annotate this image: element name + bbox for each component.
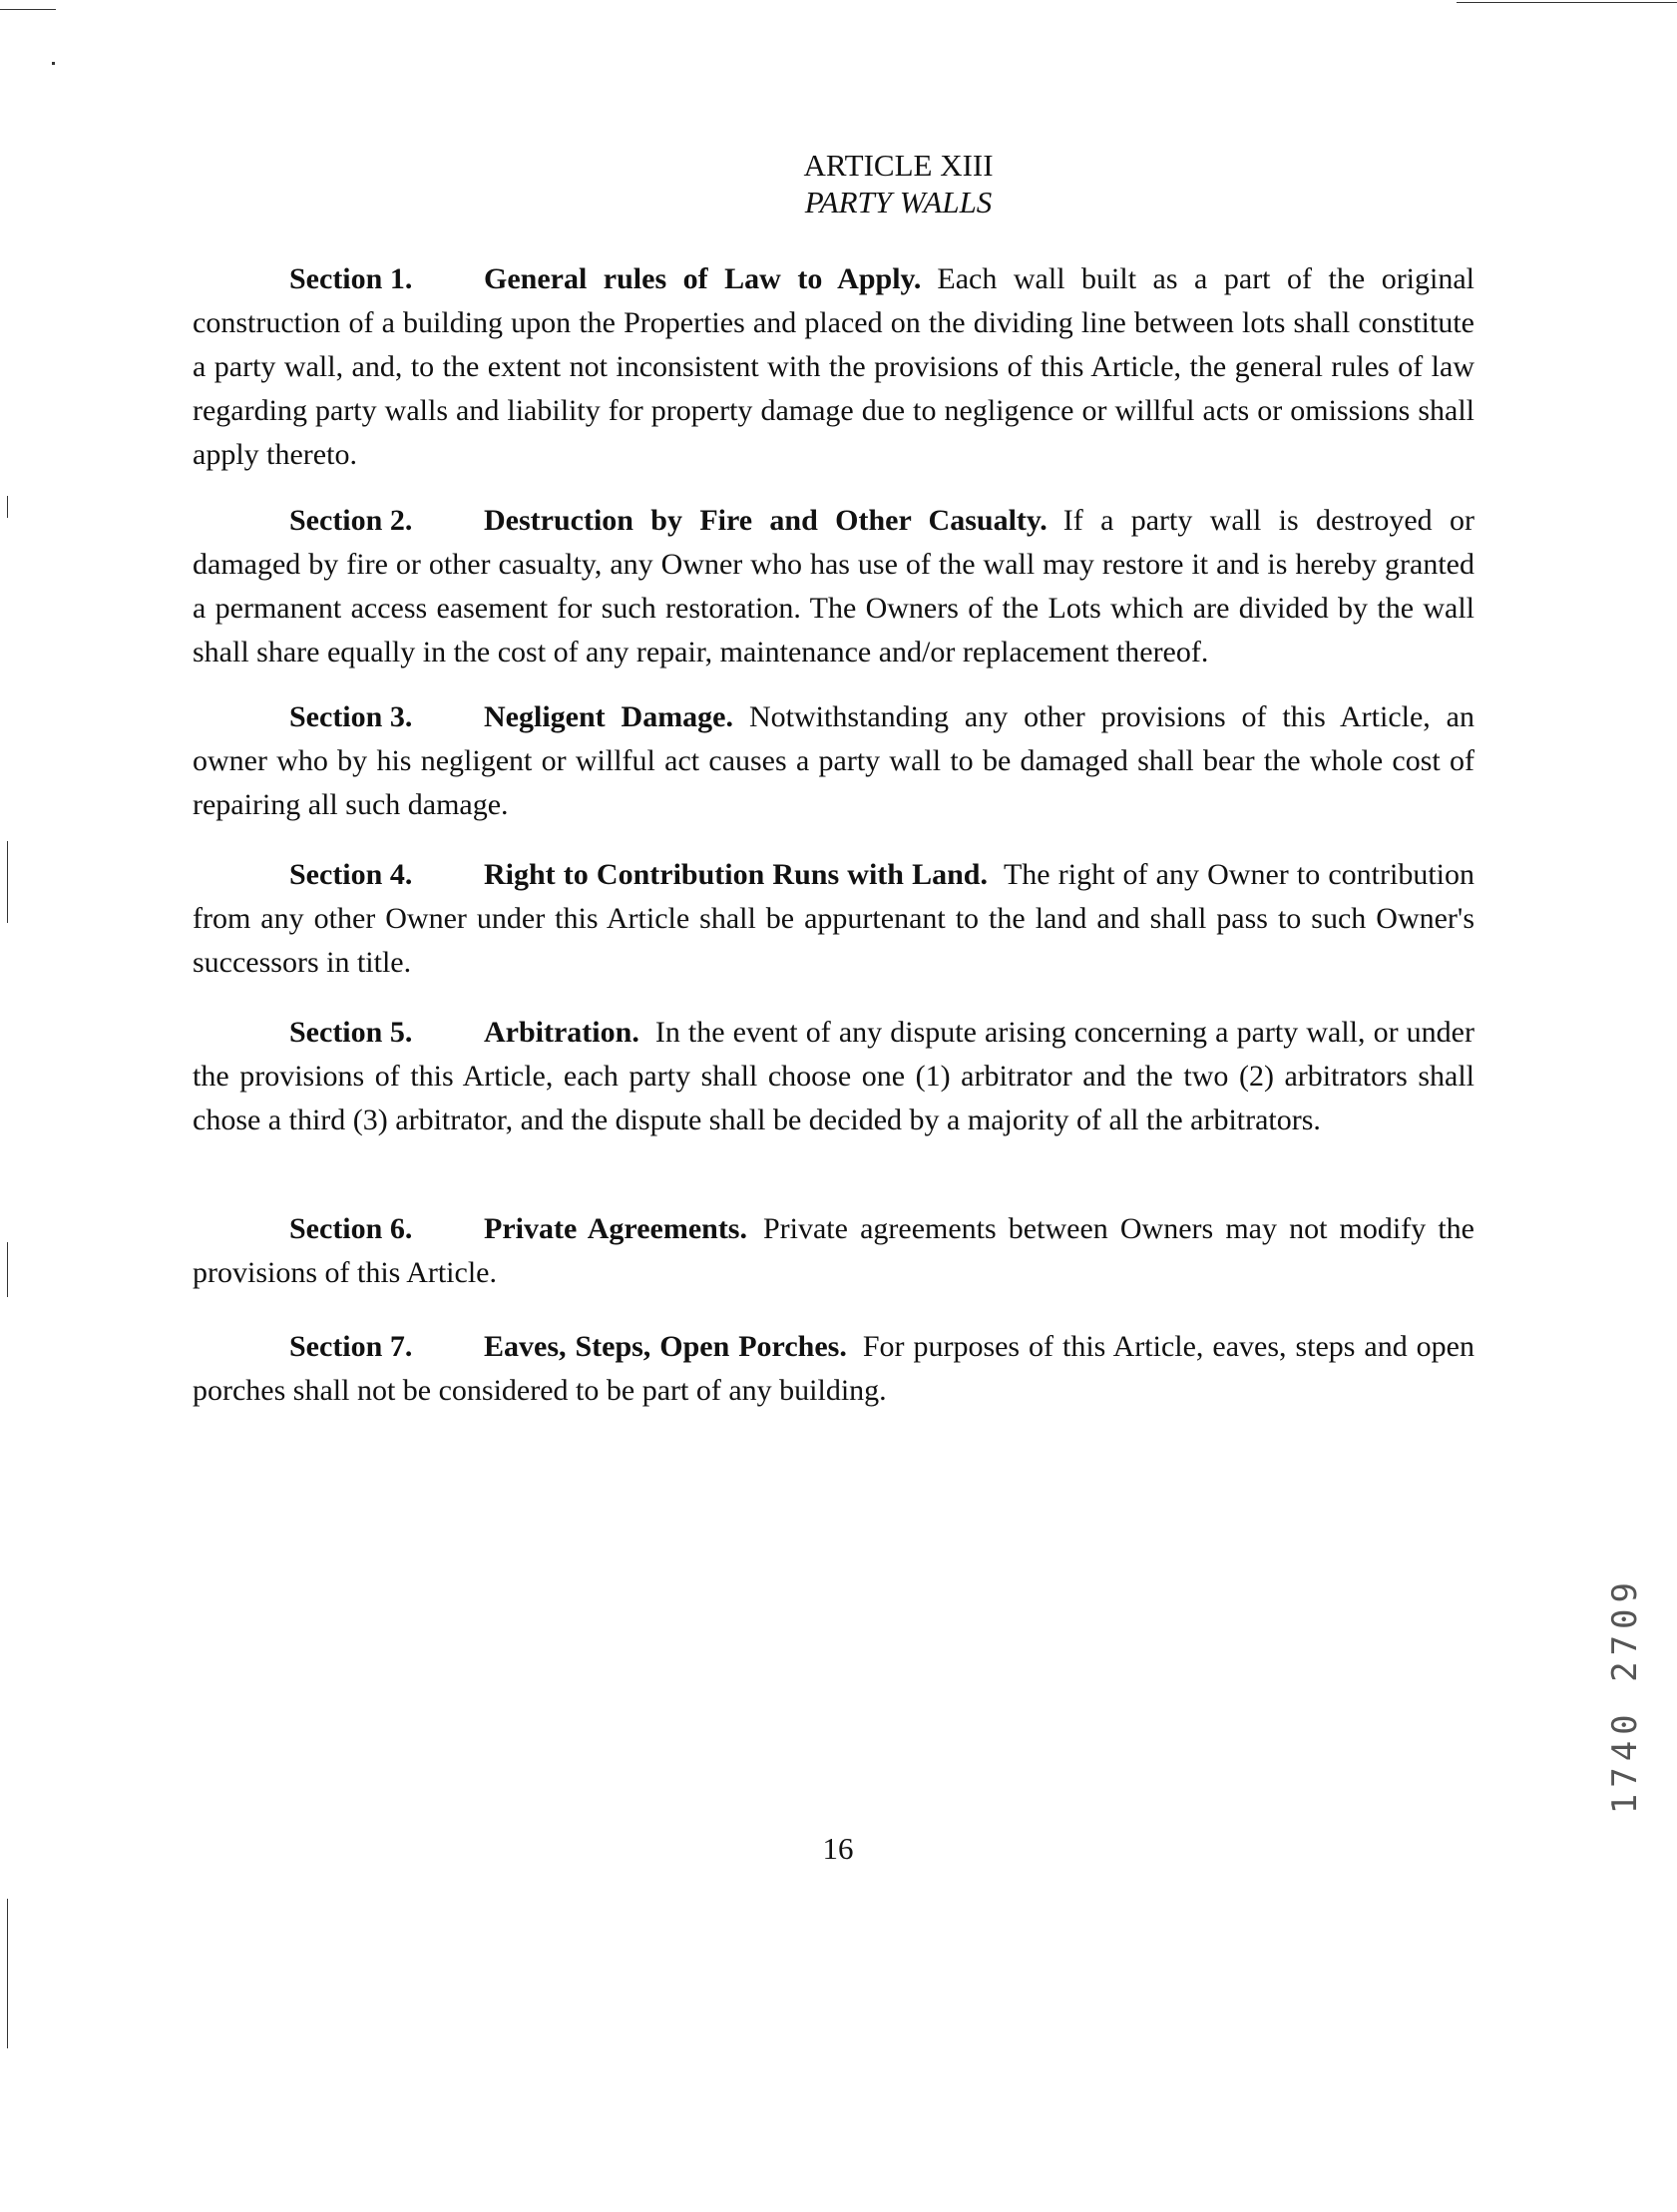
section-1 bbox=[193, 257, 1474, 477]
scan-edge-mark bbox=[0, 9, 56, 10]
section-3 bbox=[193, 695, 1474, 827]
section-number: Section 4. bbox=[289, 858, 413, 891]
section-number: Section 6. bbox=[289, 1212, 413, 1245]
article-title: ARTICLE XIII bbox=[803, 148, 994, 183]
section-body: For purposes of this Article, eaves, steps and open porches shall not be considered to be part of any building. bbox=[193, 1330, 1474, 1407]
section-number: Section 5. bbox=[289, 1016, 413, 1049]
section-title: Arbitration. bbox=[484, 1016, 639, 1049]
article-subtitle: PARTY WALLS bbox=[804, 185, 993, 220]
section-6 bbox=[193, 1207, 1474, 1295]
section-5 bbox=[193, 1011, 1474, 1142]
section-body: In the event of any dispute arising concerning a party wall, or under the provisions of this Article, each party shall choose one (1) arbitrator and the two (2) arbitrators shall chose a third (3) arbitrator, and the dispute shall be decided by a majority of all the arbitrators. bbox=[193, 1016, 1474, 1136]
section-title: Negligent Damage. bbox=[484, 700, 734, 733]
section-number: Section 2. bbox=[289, 504, 413, 537]
page-number: 16 bbox=[822, 1831, 854, 1866]
recording-stamp: 1740 2709 bbox=[1605, 1576, 1645, 1815]
section-title: Eaves, Steps, Open Porches. bbox=[484, 1330, 847, 1363]
section-title: General rules of Law to Apply. bbox=[484, 262, 922, 295]
section-body: Notwithstanding any other provisions of this Article, an owner who by his negligent or willful act causes a party wall to be damaged shall bear the whole cost of repairing all such damage. bbox=[193, 700, 1474, 821]
section-number: Section 7. bbox=[289, 1330, 413, 1363]
section-title: Destruction by Fire and Other Casualty. bbox=[484, 504, 1048, 537]
section-2 bbox=[193, 499, 1474, 674]
scan-edge-mark bbox=[1457, 2, 1677, 3]
section-body: Each wall built as a part of the original construction of a building upon the Properties and placed on the dividing line between lots shall constitute a party wall, and, to the extent not inconsistent with the provisions of this Article, the general rules of law regarding party walls and liability for property damage due to negligence or willful acts or omissions shall apply thereto. bbox=[193, 262, 1475, 471]
scan-edge-mark bbox=[7, 496, 8, 518]
section-title: Private Agreements. bbox=[484, 1212, 747, 1245]
section-number: Section 3. bbox=[289, 700, 413, 733]
section-body: Private agreements between Owners may not modify the provisions of this Article. bbox=[193, 1212, 1474, 1289]
scan-edge-mark bbox=[7, 1899, 8, 2048]
section-body: If a party wall is destroyed or damaged by fire or other casualty, any Owner who has use of the wall may restore it and is hereby granted a permanent access easement for such restoration. The Owners of the Lots which are divided by the wall shall share equally in the cost of any repair, maintenance and/or replacement thereof. bbox=[193, 504, 1474, 668]
scan-edge-mark bbox=[7, 841, 8, 923]
section-title: Right to Contribution Runs with Land. bbox=[484, 858, 988, 891]
section-7 bbox=[193, 1325, 1474, 1413]
section-number: Section 1. bbox=[289, 262, 413, 295]
scan-edge-mark bbox=[7, 1242, 8, 1297]
scan-edge-mark bbox=[52, 62, 55, 65]
section-body: The right of any Owner to contribution from any other Owner under this Article shall be appurtenant to the land and shall pass to such Owner's successors in title. bbox=[193, 858, 1474, 979]
section-4 bbox=[193, 853, 1474, 985]
